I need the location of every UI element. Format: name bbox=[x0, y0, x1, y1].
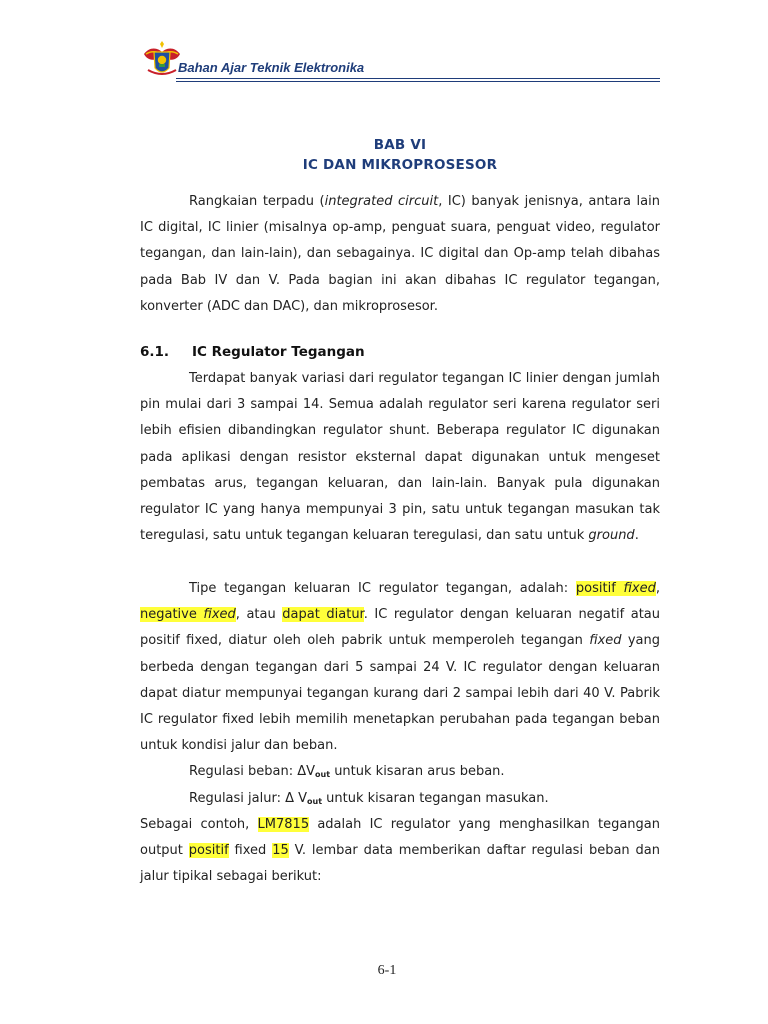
highlight-negative-fixed: negative fixed bbox=[140, 607, 236, 623]
regional-emblem-logo bbox=[142, 40, 182, 80]
header-rule-thin bbox=[176, 81, 660, 82]
highlight-dapat-diatur: dapat diatur bbox=[282, 607, 364, 623]
page-header bbox=[142, 38, 662, 82]
term-integrated-circuit: integrated circuit bbox=[324, 194, 439, 209]
load-regulation-line: Regulasi beban: $\Delta V_{out}$ untuk kisaran arus beban. bbox=[189, 764, 505, 779]
header-rule bbox=[176, 78, 660, 79]
highlight-positif: positif bbox=[188, 843, 229, 859]
section-paragraph-2: Tipe tegangan keluaran IC regulator tegangan, adalah: positif fixed, negative fixed, atau dapat diatur. IC regulator dengan keluaran negatif atau positif fixed, diatur oleh oleh pabrik untuk memperoleh tegangan fixed yang berbeda dengan tegangan dari 5 sampai 24 V. IC regulator dengan keluaran dapat diatur mempunyai tegangan kurang dari 2 sampai lebih dari 40 V. Pabrik IC regulator fixed lebih memilih menetapkan perubahan pada tegangan beban untuk kondisi jalur dan beban. bbox=[140, 581, 661, 754]
header-title: Bahan Ajar Teknik Elektronika bbox=[178, 60, 365, 75]
term-ground: ground bbox=[588, 528, 635, 544]
highlight-15: 15 bbox=[272, 843, 289, 859]
example-paragraph: Sebagai contoh, LM7815 adalah IC regulator yang menghasilkan tegangan output positif fixed 15 V. lembar data memberikan daftar regulasi beban dan jalur tipikal sebagai berikut: bbox=[140, 817, 661, 885]
line-regulation-line: Regulasi jalur: Δ $V_{out}$ untuk kisaran tegangan masukan. bbox=[189, 791, 549, 806]
section-heading bbox=[140, 344, 365, 360]
intro-paragraph: Rangkaian terpadu (integrated circuit, IC) banyak jenisnya, antara lain IC digital, IC linier (misalnya op-amp, penguat suara, penguat video, regulator tegangan, dan lain-lain), dan sebagainya. IC digital dan Op-amp telah dibahas pada Bab IV dan V. Pada bagian ini akan dibahas IC regulator tegangan, konverter (ADC dan DAC), dan mikroprosesor. bbox=[140, 194, 660, 314]
chapter-label: BAB VI bbox=[373, 137, 427, 153]
chapter-title: IC DAN MIKROPROSESOR bbox=[302, 157, 498, 173]
highlight-positif-fixed: positif fixed bbox=[575, 581, 656, 596]
section-title: IC Regulator Tegangan bbox=[192, 344, 365, 360]
section-number: 6.1. bbox=[140, 344, 170, 360]
term-fixed: fixed bbox=[589, 633, 622, 649]
section-paragraph-1: Terdapat banyak variasi dari regulator tegangan IC linier dengan jumlah pin mulai dari 3 sampai 14. Semua adalah regulator seri karena regulator seri lebih efisien dibandingkan regulator shunt. Beberapa regulator IC digunakan pada aplikasi dengan resistor eksternal dapat digunakan untuk mengeset pembatas arus, tegangan keluaran, dan lain-lain. Banyak pula digunakan regulator IC yang hanya mempunyai 3 pin, satu untuk tegangan masukan tak teregulasi, satu untuk tegangan keluaran teregulasi, dan satu untuk ground. bbox=[140, 371, 660, 544]
page-number: 6-1 bbox=[377, 963, 397, 978]
highlight-lm7815: LM7815 bbox=[257, 817, 310, 832]
